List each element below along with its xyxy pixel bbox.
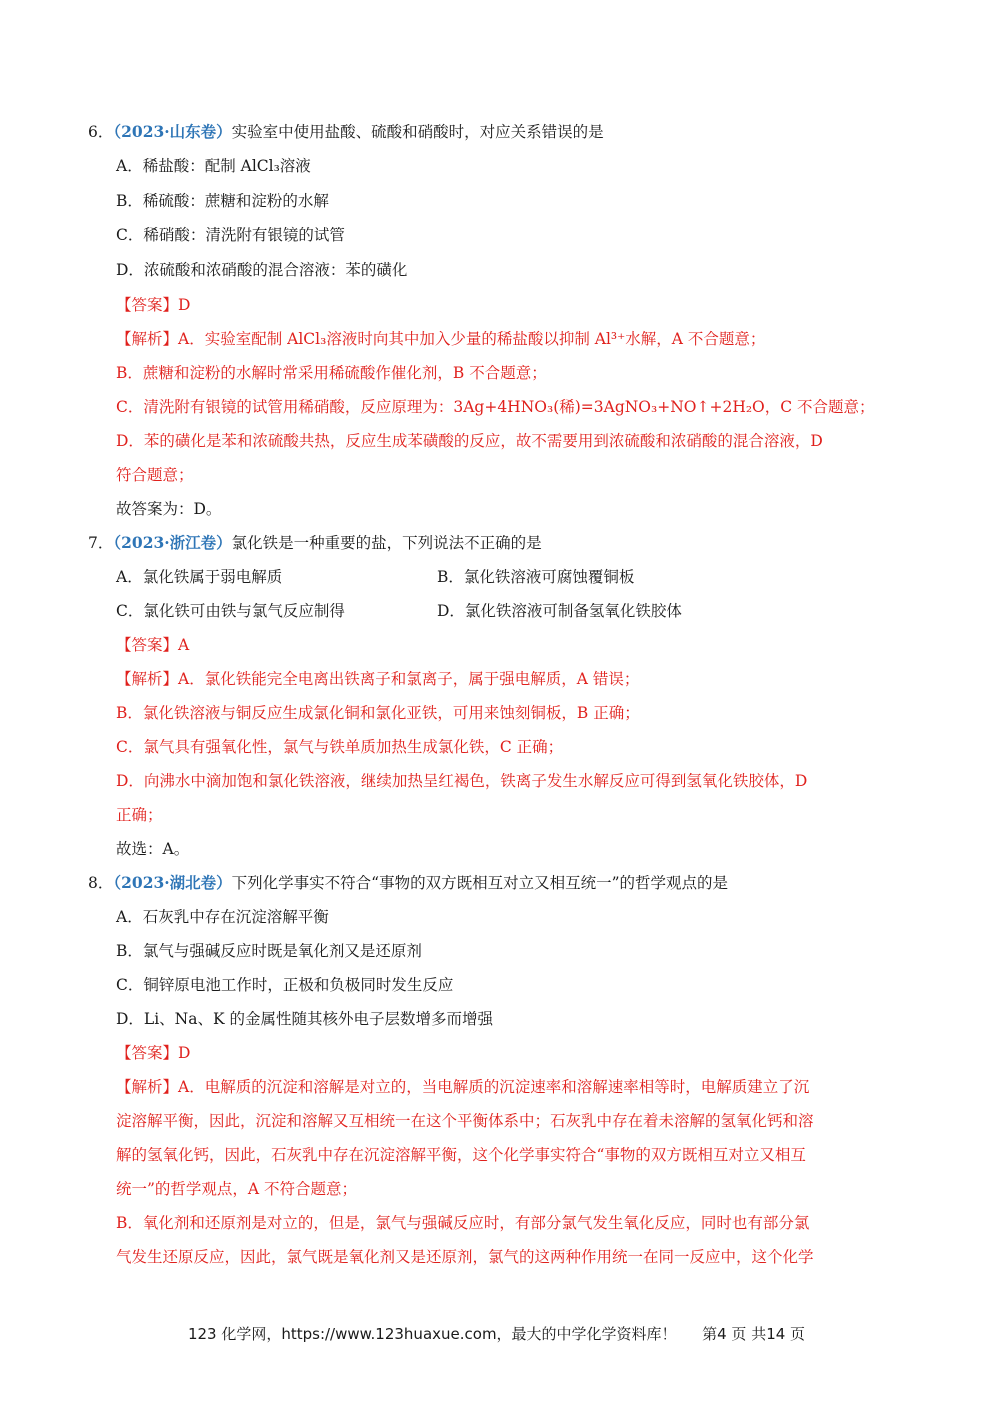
conclusion: 故答案为：D。	[116, 500, 222, 518]
option-d: D．浓硫酸和浓硝酸的混合溶液：苯的磺化	[116, 261, 408, 279]
answer-line	[116, 1042, 190, 1064]
option-a: A．氯化铁属于弱电解质	[116, 568, 283, 586]
question-8-stem	[88, 872, 728, 894]
question-6-stem	[88, 121, 604, 143]
answer-tag: 【答案】	[116, 296, 179, 314]
footer-site-text: 123 化学网，https://www.123huaxue.com，最大的中学化学资料库！	[187, 1325, 677, 1343]
analysis-line	[116, 1076, 809, 1098]
answer-tag: 【答案】	[116, 636, 179, 654]
analysis-line: 符合题意；	[116, 466, 194, 484]
option-b: B．氯气与强碱反应时既是氧化剂又是还原剂	[116, 942, 422, 960]
question-text: 实验室中使用盐酸、硫酸和硝酸时，对应关系错误的是	[231, 123, 604, 141]
analysis-text: A．实验室配制 AlCl₃溶液时向其中加入少量的稀盐酸以抑制 Al³⁺水解，A 不合题意；	[178, 330, 766, 348]
option-a: A．石灰乳中存在沉淀溶解平衡	[116, 908, 329, 926]
analysis-line	[116, 668, 639, 690]
analysis-tag: 【解析】	[116, 1078, 179, 1096]
question-source: （2023·湖北卷）	[113, 873, 232, 892]
option-c: C．氯化铁可由铁与氯气反应制得	[116, 602, 345, 620]
analysis-line: B．氧化剂和还原剂是对立的，但是，氯气与强碱反应时，有部分氯气发生氧化反应，同时也有部分氯	[116, 1214, 810, 1232]
analysis-text: A．电解质的沉淀和溶解是对立的，当电解质的沉淀速率和溶解速率相等时，电解质建立了沉	[178, 1078, 810, 1096]
analysis-line: C．清洗附有银镜的试管用稀硝酸，反应原理为：3Ag+4HNO₃(稀)=3AgNO₃+NO↑+2H₂O，C 不合题意；	[116, 398, 875, 416]
analysis-line: 解的氢氧化钙，因此，石灰乳中存在沉淀溶解平衡，这个化学事实符合“事物的双方既相互对立又相互	[116, 1146, 806, 1164]
option-c: C．铜锌原电池工作时，正极和负极同时发生反应	[116, 976, 454, 994]
page-footer	[0, 1323, 993, 1344]
question-number: 8．	[88, 874, 114, 892]
question-source: （2023·浙江卷）	[113, 533, 232, 552]
analysis-line: 气发生还原反应，因此，氯气既是氧化剂又是还原剂，氯气的这两种作用统一在同一反应中，这个化学	[116, 1248, 814, 1266]
question-number: 7．	[88, 534, 114, 552]
analysis-line: 淀溶解平衡，因此，沉淀和溶解又互相统一在这个平衡体系中；石灰乳中存在着未溶解的氢氧化钙和溶	[116, 1112, 814, 1130]
analysis-line: B．蔗糖和淀粉的水解时常采用稀硫酸作催化剂，B 不合题意；	[116, 364, 547, 382]
analysis-line: D．向沸水中滴加饱和氯化铁溶液，继续加热呈红褐色，铁离子发生水解反应可得到氢氧化铁胶体，D	[116, 772, 808, 790]
question-source: （2023·山东卷）	[113, 122, 232, 141]
analysis-text: A．氯化铁能完全电离出铁离子和氯离子，属于强电解质，A 错误；	[178, 670, 640, 688]
conclusion: 故选：A。	[116, 840, 190, 858]
answer-tag: 【答案】	[116, 1044, 179, 1062]
answer-line	[116, 634, 189, 656]
option-d: D．Li、Na、K 的金属性随其核外电子层数增多而增强	[116, 1010, 493, 1028]
option-c: C．稀硝酸：清洗附有银镜的试管	[116, 226, 345, 244]
answer-value: A	[178, 636, 190, 654]
analysis-line: C．氯气具有强氧化性，氯气与铁单质加热生成氯化铁，C 正确；	[116, 738, 564, 756]
question-7-stem	[88, 532, 542, 554]
analysis-line: 正确；	[116, 806, 163, 824]
question-number: 6．	[88, 123, 114, 141]
analysis-line: D．苯的磺化是苯和浓硫酸共热，反应生成苯磺酸的反应，故不需要用到浓硫酸和浓硝酸的混合溶液，D	[116, 432, 823, 450]
option-a: A．稀盐酸：配制 AlCl₃溶液	[116, 157, 311, 175]
option-d: D．氯化铁溶液可制备氢氧化铁胶体	[437, 602, 682, 620]
answer-value: D	[178, 296, 191, 314]
question-text: 氯化铁是一种重要的盐，下列说法不正确的是	[231, 534, 542, 552]
page-number: 第4 页 共14 页	[702, 1325, 806, 1343]
answer-line	[116, 294, 190, 316]
option-b: B．氯化铁溶液可腐蚀覆铜板	[437, 568, 635, 586]
analysis-line: 统一”的哲学观点，A 不符合题意；	[116, 1180, 358, 1198]
question-text: 下列化学事实不符合“事物的双方既相互对立又相互统一”的哲学观点的是	[231, 874, 729, 892]
analysis-line: B．氯化铁溶液与铜反应生成氯化铜和氯化亚铁，可用来蚀刻铜板，B 正确；	[116, 704, 640, 722]
analysis-line	[116, 328, 765, 350]
answer-value: D	[178, 1044, 191, 1062]
option-b: B．稀硫酸：蔗糖和淀粉的水解	[116, 192, 329, 210]
analysis-tag: 【解析】	[116, 330, 179, 348]
analysis-tag: 【解析】	[116, 670, 179, 688]
